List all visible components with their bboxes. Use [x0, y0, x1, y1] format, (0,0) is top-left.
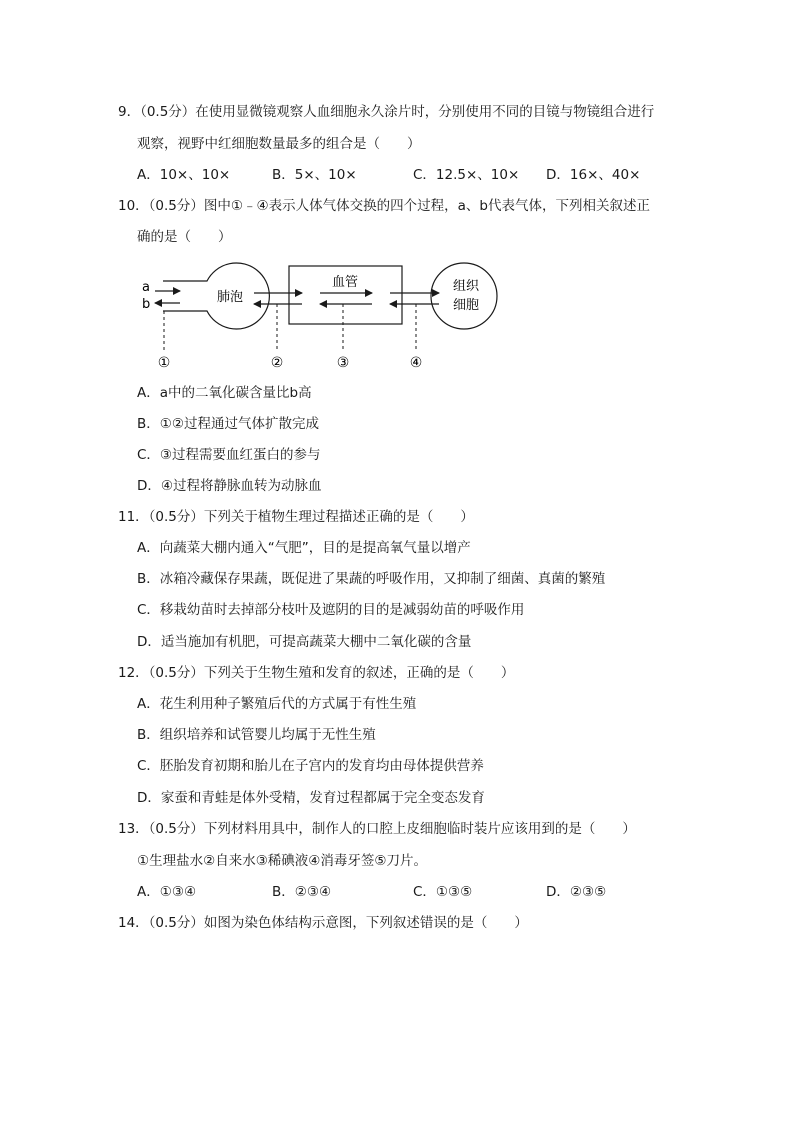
q10-option-d: D．④过程将静脉血转为动脉血	[137, 478, 322, 494]
q12-option-c: C．胚胎发育初期和胎儿在子宫内的发育均由母体提供营养	[137, 758, 484, 774]
q11-stem: 11．（0.5分）下列关于植物生理过程描述正确的是（ ）	[118, 509, 474, 525]
alveolus-label: 肺泡	[216, 290, 244, 305]
gas-exchange-diagram	[0, 0, 794, 380]
q9-option-c: C．12.5×、10×	[413, 167, 520, 183]
gas-a-label: a	[142, 280, 150, 295]
q11-option-d: D．适当施加有机肥，可提高蔬菜大棚中二氧化碳的含量	[137, 634, 472, 650]
q11-option-a: A．向蔬菜大棚内通入“气肥”，目的是提高氧气量以增产	[137, 540, 471, 556]
q9-option-d: D．16×、40×	[546, 167, 641, 183]
q13-materials: ①生理盐水②自来水③稀碘液④消毒牙签⑤刀片。	[137, 853, 428, 869]
q11-option-b: B．冰箱冷藏保存果蔬，既促进了果蔬的呼吸作用，又抑制了细菌、真菌的繁殖	[137, 571, 606, 587]
q12-option-b: B．组织培养和试管婴儿均属于无性生殖	[137, 727, 376, 743]
q13-option-c: C．①③⑤	[413, 884, 473, 900]
q9-option-a: A．10×、10×	[137, 167, 231, 183]
tissue-cell-label-line2: 细胞	[452, 298, 480, 313]
q10-option-c: C．③过程需要血红蛋白的参与	[137, 447, 321, 463]
q9-stem-line1: 9．（0.5分）在使用显微镜观察人血细胞永久涂片时，分别使用不同的目镜与物镜组合进行	[118, 104, 655, 120]
q13-stem: 13．（0.5分）下列材料用具中，制作人的口腔上皮细胞临时装片应该用到的是（ ）	[118, 821, 636, 837]
marker-2: ②	[270, 355, 284, 371]
q9-option-b: B．5×、10×	[272, 167, 357, 183]
q9-stem-line2: 观察，视野中红细胞数量最多的组合是（ ）	[137, 136, 421, 152]
q11-option-c: C．移栽幼苗时去掉部分枝叶及遮阴的目的是减弱幼苗的呼吸作用	[137, 602, 525, 618]
q10-option-a: A．a中的二氧化碳含量比b高	[137, 385, 312, 401]
gas-b-label: b	[142, 297, 151, 312]
q13-option-b: B．②③④	[272, 884, 332, 900]
q12-option-a: A．花生利用种子繁殖后代的方式属于有性生殖	[137, 696, 417, 712]
marker-4: ④	[409, 355, 423, 371]
q12-stem: 12．（0.5分）下列关于生物生殖和发育的叙述，正确的是（ ）	[118, 665, 515, 681]
q10-stem-line2: 确的是（ ）	[137, 229, 232, 245]
q10-stem-line1: 10．（0.5分）图中①﹣④表示人体气体交换的四个过程，a、b代表气体，下列相关叙述正	[118, 198, 650, 214]
q13-option-d: D．②③⑤	[546, 884, 607, 900]
q10-option-b: B．①②过程通过气体扩散完成	[137, 416, 319, 432]
marker-3: ③	[336, 355, 350, 371]
q12-option-d: D．家蚕和青蛙是体外受精，发育过程都属于完全变态发育	[137, 790, 485, 806]
tissue-cell-label-line1: 组织	[452, 279, 480, 294]
q13-option-a: A．①③④	[137, 884, 197, 900]
marker-1: ①	[157, 355, 171, 371]
blood-vessel-label: 血管	[331, 275, 359, 290]
tissue-cell-circle	[431, 263, 497, 329]
q14-stem: 14．（0.5分）如图为染色体结构示意图，下列叙述错误的是（ ）	[118, 915, 528, 931]
